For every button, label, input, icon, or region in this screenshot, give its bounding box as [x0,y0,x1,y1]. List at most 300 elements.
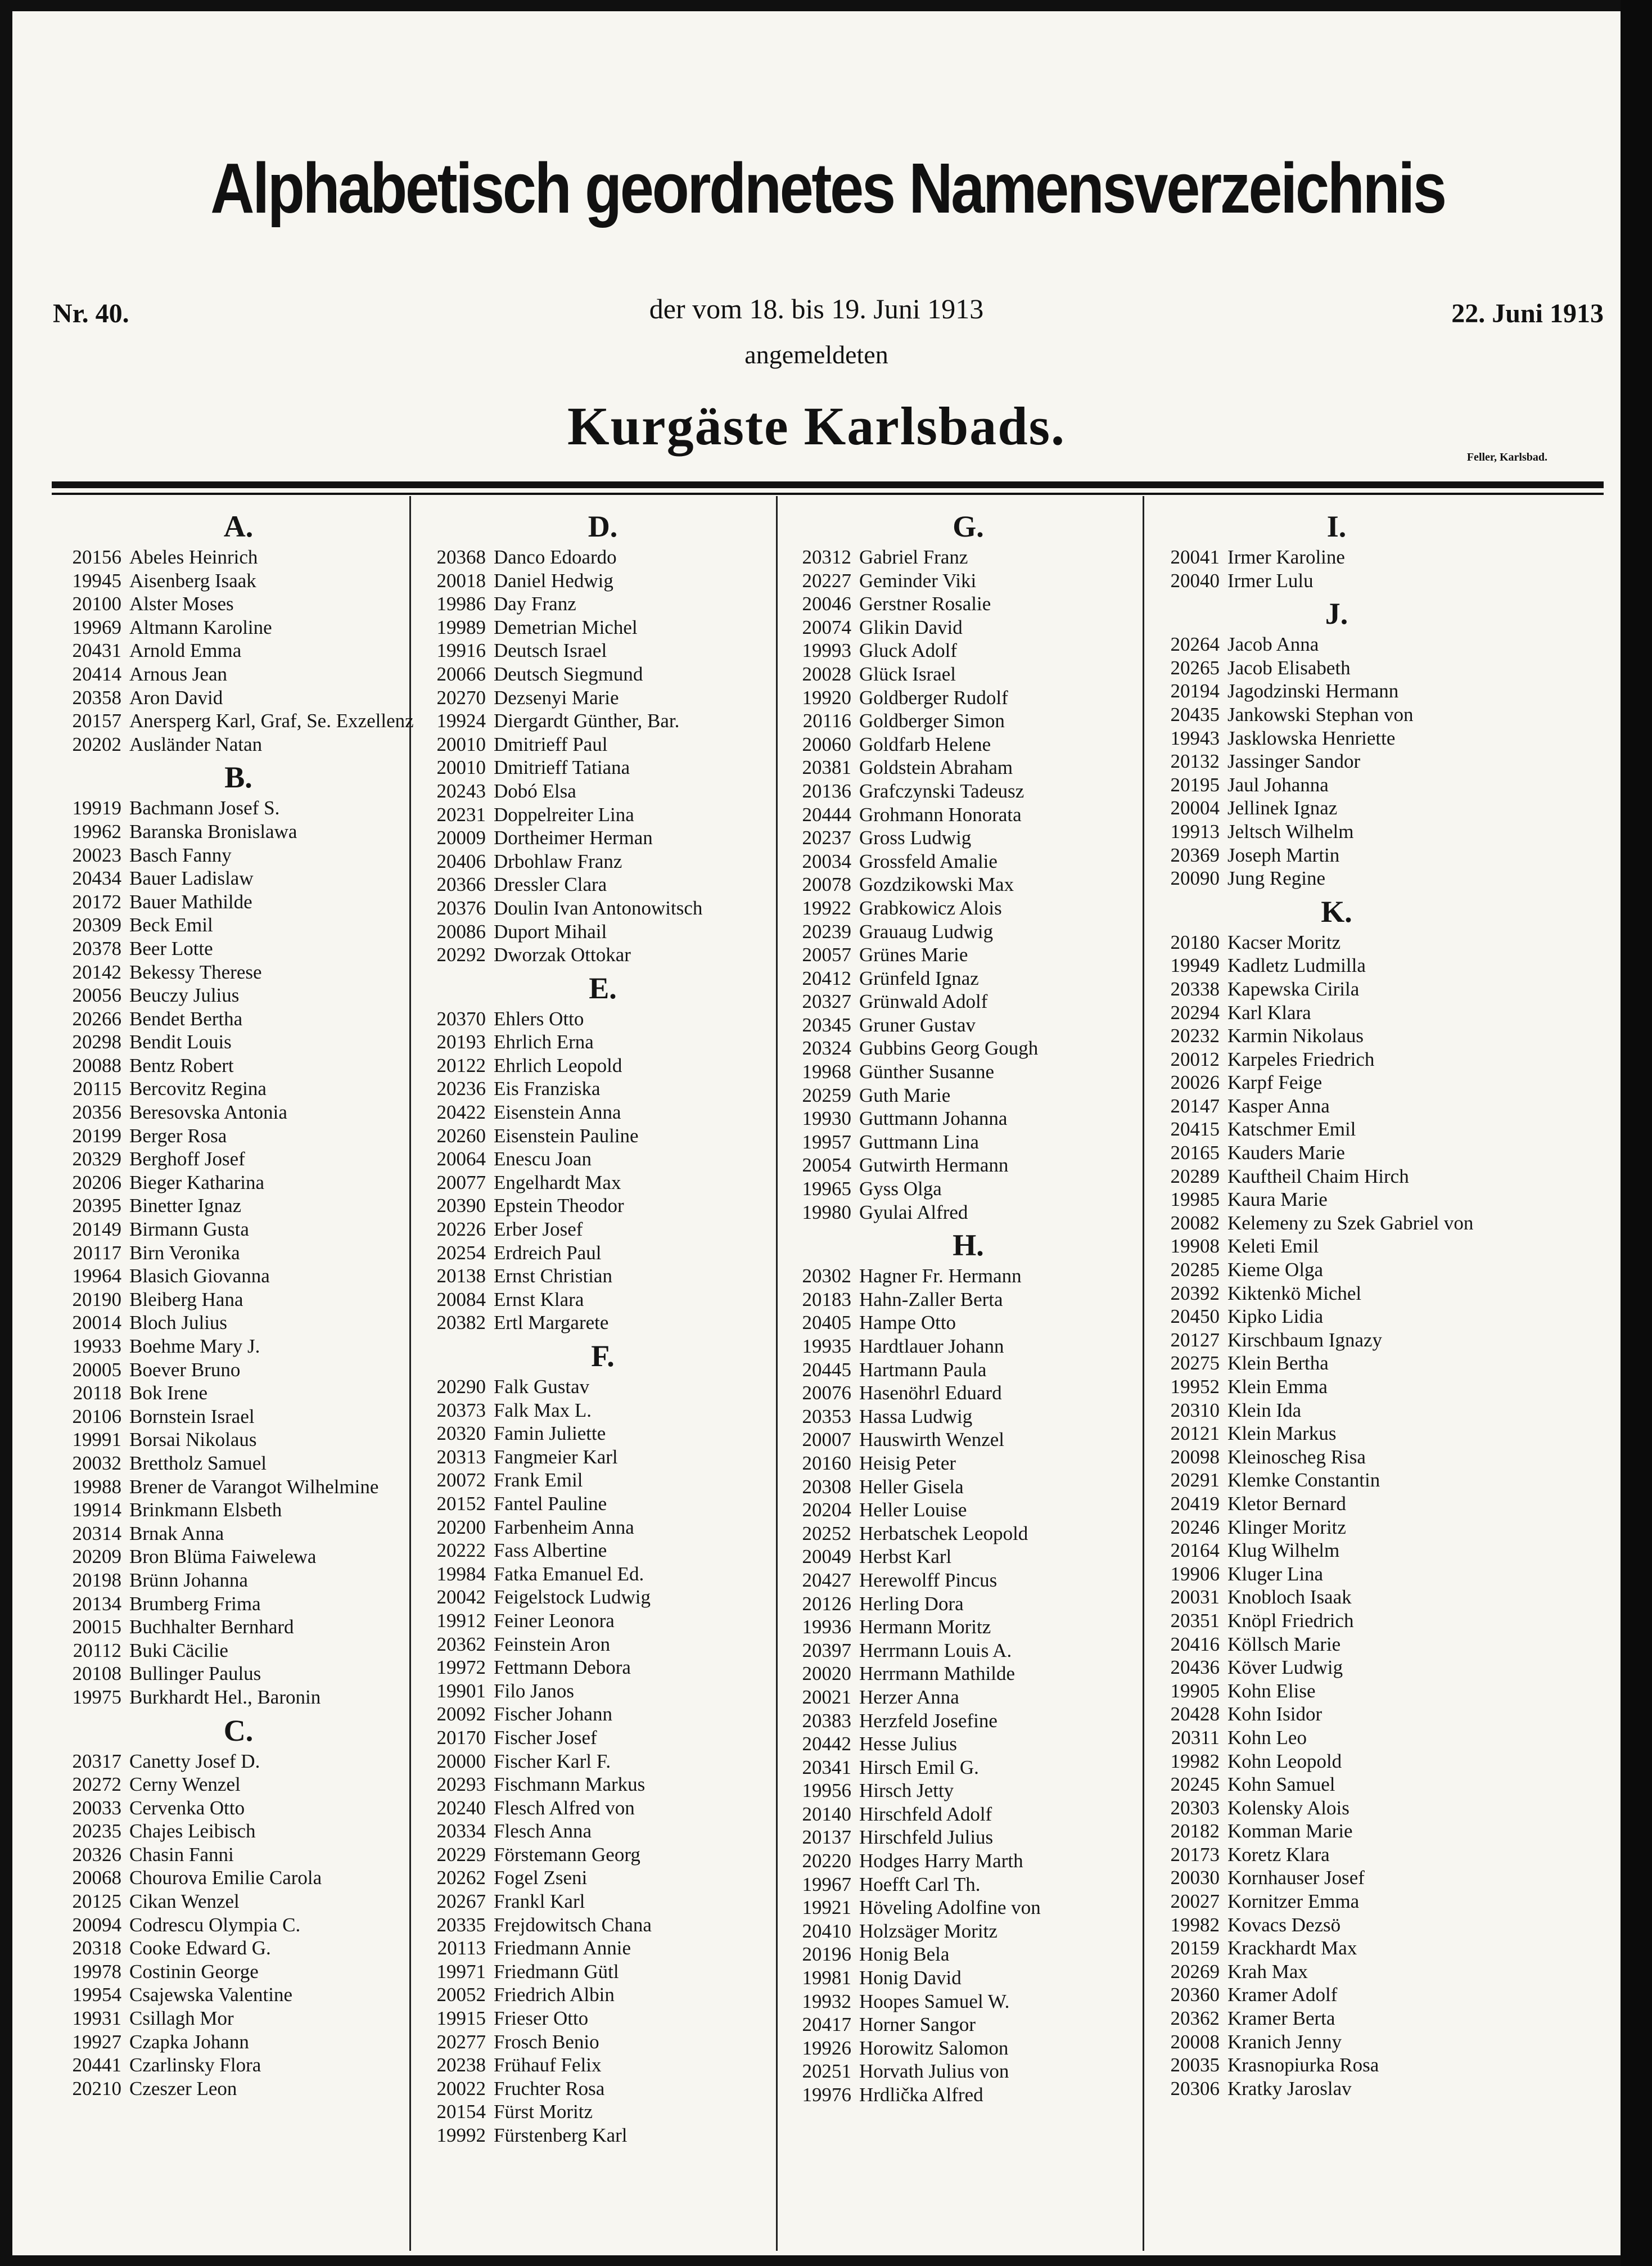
guest-name: Kohn Elise [1227,1679,1316,1702]
list-item [58,1936,418,1960]
guest-number: 20078 [802,873,851,896]
list-item [1157,2077,1516,2101]
list-item [423,1702,783,1726]
list-item [1157,1211,1516,1235]
guest-name: Gruner Gustav [859,1013,976,1036]
guest-number: 20306 [1170,2077,1220,2100]
list-item [788,1545,1148,1569]
guest-number: 20012 [1170,1048,1220,1070]
guest-name: Kaura Marie [1227,1188,1328,1211]
guest-name: Czarlinsky Flora [129,2054,261,2076]
guest-number: 20136 [802,780,851,802]
guest-number: 20383 [802,1709,851,1732]
guest-name: Engelhardt Max [494,1171,621,1193]
list-item [423,1007,783,1031]
guest-name: Hirsch Jetty [859,1780,954,1802]
list-item [1157,1375,1516,1399]
guest-number: 20064 [436,1148,486,1170]
guest-name: Arnous Jean [129,663,227,685]
list-item [423,546,783,569]
guest-number: 20068 [72,1867,121,1889]
list-item [423,850,783,873]
guest-number: 20264 [1170,633,1220,656]
list-item [58,1890,418,1913]
list-item [58,639,418,663]
list-item [423,1726,783,1750]
guest-number: 20046 [802,593,851,615]
guest-number: 20252 [802,1522,851,1544]
list-item [788,1756,1148,1780]
guest-name: Hahn-Zaller Berta [859,1288,1003,1310]
list-item [58,733,418,756]
list-item [58,1264,418,1288]
list-item [58,2053,418,2077]
guest-name: Kelemeny zu Szek Gabriel von [1227,1211,1474,1234]
list-item [1157,820,1516,844]
guest-name: Friedmann Annie [494,1937,631,1959]
guest-number: 20382 [436,1312,486,1334]
guest-number: 20084 [436,1288,486,1310]
list-item [1157,1562,1516,1586]
name-column-4 [1157,505,1516,2100]
guest-number: 19972 [436,1656,486,1679]
guest-name: Herling Dora [859,1592,964,1615]
guest-name: Duport Mihail [494,920,607,943]
list-item [1157,2053,1516,2077]
guest-name: Doppelreiter Lina [494,803,634,826]
guest-number: 20164 [1170,1539,1220,1562]
guest-name: Heisig Peter [859,1452,956,1474]
guest-number: 20106 [72,1405,121,1427]
guest-name: Filo Janos [494,1679,574,1702]
guest-number: 20040 [1170,569,1220,592]
guest-number: 20395 [72,1195,121,1217]
list-item [1157,1048,1516,1071]
guest-number: 20309 [72,914,121,936]
guest-name: Birn Veronika [129,1241,240,1264]
guest-number: 20202 [72,733,121,755]
list-item [58,1030,418,1054]
guest-number: 20412 [802,967,851,989]
guest-name: Gluck Adolf [859,639,958,662]
list-item [423,897,783,920]
guest-number: 20137 [802,1826,851,1849]
guest-number: 20000 [436,1750,486,1772]
guest-number: 20376 [436,897,486,919]
guest-name: Dworzak Ottokar [494,944,631,966]
guest-name: Ernst Klara [494,1288,584,1310]
guest-number: 20294 [1170,1001,1220,1024]
list-item [58,1569,418,1592]
guest-number: 19981 [802,1967,851,1989]
list-item [1157,1024,1516,1048]
list-item [423,1077,783,1101]
guest-number: 20115 [73,1078,121,1100]
guest-name: Irmer Lulu [1227,569,1314,592]
guest-number: 20369 [1170,844,1220,866]
guest-number: 20122 [436,1054,486,1076]
guest-number: 20422 [436,1101,486,1124]
guest-number: 20310 [1170,1399,1220,1421]
list-item [423,1445,783,1469]
guest-name: Klein Emma [1227,1376,1328,1398]
guest-name: Codrescu Olympia C. [129,1913,301,1936]
guest-name: Fischer Johann [494,1703,612,1726]
guest-name: Deutsch Israel [494,639,607,662]
list-item [423,1241,783,1265]
guest-name: Bendit Louis [129,1031,232,1053]
header-rule-thick [52,481,1604,488]
list-item [1157,1399,1516,1422]
guest-number: 20312 [802,546,851,568]
guest-name: Grohmann Honorata [859,803,1022,826]
guest-number: 19933 [72,1335,121,1357]
guest-name: Kapewska Cirila [1227,977,1360,1000]
guest-name: Jellinek Ignaz [1227,797,1338,819]
guest-number: 20303 [1170,1796,1220,1819]
guest-number: 20277 [436,2030,486,2053]
list-item [788,1662,1148,1686]
guest-number: 20222 [436,1539,486,1562]
guest-number: 20450 [1170,1305,1220,1328]
list-item [423,2124,783,2147]
guest-name: Brettholz Samuel [129,1452,267,1474]
guest-name: Hrdlička Alfred [859,2084,983,2106]
date-range: der vom 18. bis 19. Juni 1913 [649,293,984,325]
guest-number: 19989 [436,616,486,638]
list-item [58,1843,418,1867]
guest-name: Klug Wilhelm [1227,1539,1340,1562]
guest-number: 20170 [436,1726,486,1749]
guest-number: 20031 [1170,1586,1220,1609]
list-item [788,1920,1148,1943]
guest-number: 20026 [1170,1071,1220,1094]
guest-name: Csillagh Mor [129,2007,234,2030]
guest-number: 19916 [436,639,486,662]
list-item [58,1311,418,1335]
guest-name: Bron Blüma Faiwelewa [129,1546,317,1568]
guest-name: Gyss Olga [859,1178,942,1200]
guest-number: 20098 [1170,1445,1220,1468]
guest-name: Goldberger Rudolf [859,686,1008,709]
guest-number: 19957 [802,1130,851,1153]
list-item [1157,1001,1516,1025]
list-item [1157,750,1516,773]
list-item [788,1966,1148,1990]
guest-name: Jeltsch Wilhelm [1227,820,1354,843]
guest-name: Herbst Karl [859,1546,952,1568]
guest-name: Diergardt Günther, Bar. [494,710,680,732]
guest-number: 20113 [437,1937,486,1959]
list-item [788,1154,1148,1177]
guest-name: Bullinger Paulus [129,1663,261,1685]
list-item [788,1428,1148,1452]
guest-name: Eisenstein Pauline [494,1124,639,1147]
guest-name: Birmann Gusta [129,1218,249,1241]
guest-name: Klemke Constantin [1227,1469,1380,1492]
list-item [423,663,783,686]
list-item [788,709,1148,733]
guest-number: 20193 [436,1031,486,1053]
guest-name: Frankl Karl [494,1890,585,1913]
list-item [1157,1492,1516,1516]
guest-name: Feinstein Aron [494,1633,611,1655]
guest-number: 20320 [436,1422,486,1445]
list-item [58,913,418,937]
guest-number: 20275 [1170,1352,1220,1375]
list-item [1157,1866,1516,1890]
guest-number: 19962 [72,820,121,843]
list-item [1157,1656,1516,1679]
list-item [58,1773,418,1796]
guest-name: Beuczy Julius [129,984,240,1007]
guest-name: Canetty Josef D. [129,1750,260,1772]
list-item [58,546,418,569]
guest-number: 20156 [72,546,121,568]
guest-name: Aron David [129,686,223,709]
list-item [423,943,783,967]
list-item [1157,1539,1516,1562]
guest-number: 20072 [436,1469,486,1492]
guest-number: 20289 [1170,1165,1220,1187]
guest-number: 20028 [802,663,851,685]
list-item [1157,1118,1516,1141]
guest-number: 20311 [1171,1726,1220,1749]
guest-name: Fischer Josef [494,1726,597,1749]
guest-number: 20232 [1170,1025,1220,1047]
list-item [423,1936,783,1960]
list-item [423,1171,783,1195]
list-item [788,1943,1148,1966]
guest-number: 19935 [802,1335,851,1357]
guest-name: Bieger Katharina [129,1171,265,1193]
guest-name: Kolensky Alois [1227,1796,1349,1819]
list-item [1157,1726,1516,1750]
guest-name: Hirschfeld Adolf [859,1803,992,1825]
list-item [58,1007,418,1031]
guest-name: Eis Franziska [494,1078,601,1100]
list-item [1157,1352,1516,1375]
guest-number: 20196 [802,1943,851,1966]
guest-name: Hauswirth Wenzel [859,1429,1004,1451]
guest-name: Dmitrieff Paul [494,733,608,755]
guest-name: Kadletz Ludmilla [1227,954,1366,977]
list-item [788,1990,1148,2013]
guest-number: 20060 [802,733,851,755]
guest-name: Herzer Anna [859,1686,959,1708]
list-item [58,1171,418,1195]
list-item [788,1013,1148,1037]
guest-number: 20005 [72,1358,121,1381]
guest-name: Bauer Mathilde [129,890,252,913]
list-item [788,943,1148,967]
guest-name: Feigelstock Ludwig [494,1586,651,1609]
guest-name: Kirschbaum Ignazy [1227,1328,1383,1351]
list-item [788,1177,1148,1201]
list-item [423,1218,783,1241]
list-item [423,1819,783,1843]
list-item [423,616,783,639]
guest-name: Gabriel Franz [859,546,968,568]
guest-number: 19949 [1170,954,1220,977]
list-item [423,1796,783,1820]
list-item [788,2060,1148,2083]
list-item [788,1335,1148,1358]
section-letter: C. [223,1713,254,1747]
guest-name: Altmann Karoline [129,616,272,638]
guest-number: 20356 [72,1101,121,1124]
list-item [1157,1960,1516,1984]
list-item [423,920,783,944]
guest-name: Bornstein Israel [129,1405,255,1427]
guest-name: Brener de Varangot Wilhelmine [129,1475,379,1498]
list-item [423,2007,783,2030]
guest-number: 20381 [802,756,851,779]
guest-name: Grünwald Adolf [859,990,988,1013]
publication-date: 22. Juni 1913 [1451,299,1604,328]
guest-name: Deutsch Siegmund [494,663,643,685]
guest-name: Grünes Marie [859,944,968,966]
guest-name: Kleinoscheg Risa [1227,1445,1366,1468]
guest-number: 20032 [72,1452,121,1474]
list-item [1157,844,1516,867]
list-item [788,569,1148,593]
guest-name: Buchhalter Bernhard [129,1616,294,1638]
guest-name: Klein Ida [1227,1399,1302,1421]
guest-name: Hampe Otto [859,1312,956,1334]
guest-number: 20431 [72,639,121,662]
guest-name: Fantel Pauline [494,1492,607,1515]
list-item [1157,656,1516,680]
guest-name: Kornitzer Emma [1227,1890,1360,1913]
list-item [58,796,418,820]
guest-number: 20238 [436,2054,486,2076]
guest-number: 20390 [436,1195,486,1217]
guest-number: 20314 [72,1522,121,1544]
list-item [423,756,783,780]
guest-number: 20366 [436,873,486,896]
guest-number: 20088 [72,1054,121,1076]
list-item [1157,1422,1516,1445]
section-letter: F. [591,1339,615,1373]
guest-name: Knöpl Friedrich [1227,1609,1354,1632]
list-item [58,1147,418,1171]
guest-name: Guttmann Lina [859,1130,979,1153]
list-item [1157,569,1516,593]
list-item [58,1498,418,1522]
list-item [423,1492,783,1516]
list-item [423,686,783,710]
guest-number: 20042 [436,1586,486,1609]
guest-number: 20266 [72,1007,121,1030]
guest-name: Goldstein Abraham [859,756,1013,779]
guest-number: 20023 [72,844,121,866]
guest-name: Csajewska Valentine [129,1984,292,2006]
list-item [423,2053,783,2077]
guest-number: 20226 [436,1218,486,1241]
list-item [423,1609,783,1633]
guest-name: Gross Ludwig [859,827,972,849]
list-item [1157,867,1516,890]
guest-number: 20378 [72,937,121,959]
guest-name: Frühauf Felix [494,2054,602,2076]
list-item [788,1896,1148,1920]
list-item [788,873,1148,897]
guest-name: Fatka Emanuel Ed. [494,1562,644,1585]
guest-number: 19943 [1170,727,1220,749]
list-item [423,1311,783,1335]
name-column-3 [788,505,1148,2107]
guest-number: 20008 [1170,2030,1220,2053]
guest-number: 19964 [72,1265,121,1287]
guest-name: Klein Bertha [1227,1352,1329,1375]
list-item [788,1498,1148,1522]
guest-number: 20270 [436,686,486,709]
guest-name: Höveling Adolfine von [859,1896,1041,1919]
list-item [58,1639,418,1663]
list-item [1157,1468,1516,1492]
guest-number: 20345 [802,1013,851,1036]
list-item [788,1779,1148,1803]
guest-number: 20074 [802,616,851,638]
list-item [423,1890,783,1913]
list-item [1157,727,1516,750]
guest-name: Blasich Giovanna [129,1265,270,1287]
guest-name: Fürst Moritz [494,2101,593,2123]
list-item [1157,1936,1516,1960]
list-item [788,1849,1148,1873]
list-item [1157,1890,1516,1913]
guest-name: Kramer Adolf [1227,1984,1338,2006]
list-item [58,1381,418,1405]
list-item [58,1428,418,1452]
guest-name: Boehme Mary J. [129,1335,260,1357]
list-item [423,1399,783,1422]
guest-name: Glück Israel [859,663,956,685]
guest-name: Jacob Anna [1227,633,1319,656]
guest-number: 19991 [72,1429,121,1451]
guest-number: 20220 [802,1850,851,1872]
guest-name: Jankowski Stephan von [1227,703,1414,726]
guest-name: Herewolff Pincus [859,1569,997,1591]
guest-name: Hasenöhrl Eduard [859,1382,1002,1404]
guest-number: 20373 [436,1399,486,1421]
list-item [423,1124,783,1148]
guest-number: 19986 [436,593,486,615]
guest-number: 20030 [1170,1867,1220,1889]
list-item [788,1288,1148,1312]
list-item [788,686,1148,710]
guest-name: Chourova Emilie Carola [129,1867,322,1889]
guest-name: Kratky Jaroslav [1227,2077,1352,2100]
guest-name: Beresovska Antonia [129,1101,287,1124]
guest-name: Fischmann Markus [494,1773,646,1796]
list-item [1157,1188,1516,1211]
guest-name: Bendet Bertha [129,1007,243,1030]
guest-number: 20134 [72,1592,121,1615]
guest-number: 19927 [72,2030,121,2053]
guest-number: 19988 [72,1475,121,1498]
guest-name: Cooke Edward G. [129,1937,271,1959]
list-item [1157,1282,1516,1305]
guest-name: Dressler Clara [494,873,607,896]
guest-name: Guttmann Johanna [859,1107,1008,1130]
guest-name: Jassinger Sandor [1227,750,1361,773]
guest-name: Brumberg Frima [129,1592,261,1615]
list-item [58,820,418,844]
guest-number: 20108 [72,1663,121,1685]
guest-name: Cervenka Otto [129,1796,245,1819]
